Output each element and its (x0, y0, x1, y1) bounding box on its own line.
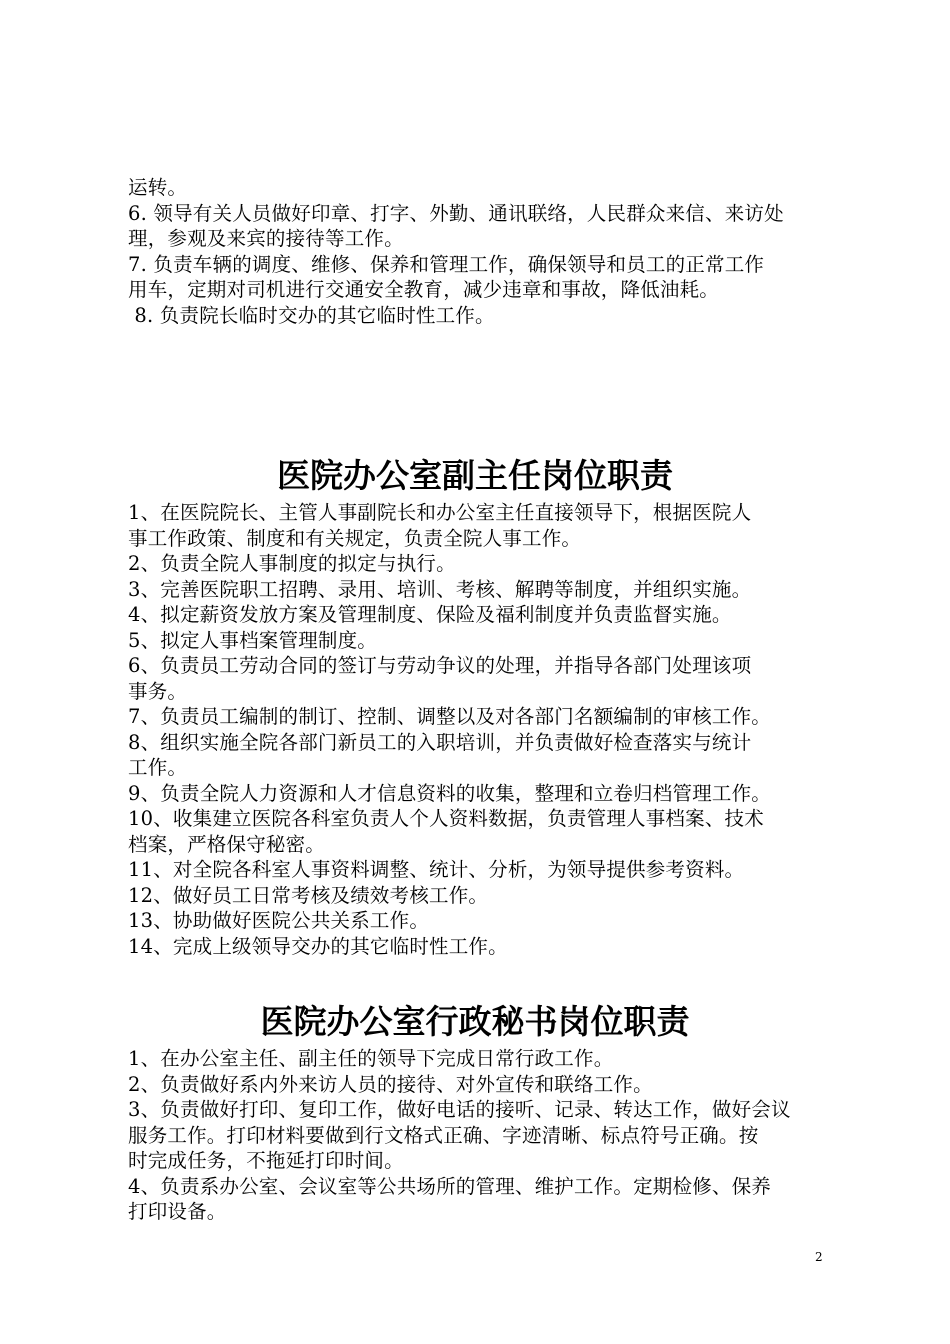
section-1-text (128, 175, 838, 328)
section-3-title: 医院办公室行政秘书岗位职责 (260, 1002, 690, 1041)
text-line: 打印设备。 (128, 1200, 227, 1223)
section-2-title: 医院办公室副主任岗位职责 (277, 456, 673, 495)
text-line: 3、负责做好打印、复印工作，做好电话的接听、记录、转达工作，做好会议 (128, 1098, 791, 1121)
text-line: 1、在医院院长、主管人事副院长和办公室主任直接领导下，根据医院人 (128, 501, 752, 524)
text-line: 事工作政策、制度和有关规定，负责全院人事工作。 (128, 526, 582, 550)
text-line: 事务。 (128, 679, 188, 703)
text-line: 9、负责全院人力资源和人才信息资料的收集，整理和立卷归档管理工作。 (128, 781, 772, 805)
text-line: 4、拟定薪资发放方案及管理制度、保险及福利制度并负责监督实施。 (128, 603, 732, 626)
text-line: 5、拟定人事档案管理制度。 (128, 628, 378, 652)
text-line: 8、组织实施全院各部门新员工的入职培训，并负责做好检查落实与统计 (128, 730, 752, 754)
text-line: 4、负责系办公室、会议室等公共场所的管理、维护工作。定期检修、保养 (128, 1174, 772, 1198)
text-line: 7、负责员工编制的制订、控制、调整以及对各部门名额编制的审核工作。 (128, 705, 772, 728)
text-line: 7. 负责车辆的调度、维修、保养和管理工作，确保领导和员工的正常工作 (128, 252, 765, 276)
text-line: 8. 负责院长临时交办的其它临时性工作。 (128, 303, 495, 327)
text-line: 2、负责全院人事制度的拟定与执行。 (128, 552, 456, 575)
text-line: 12、做好员工日常考核及绩效考核工作。 (128, 883, 489, 907)
text-line: 10、收集建立医院各科室负责人个人资料数据，负责管理人事档案、技术 (128, 807, 764, 830)
text-line: 档案，严格保守秘密。 (128, 832, 326, 856)
text-line: 2、负责做好系内外来访人员的接待、对外宣传和联络工作。 (128, 1072, 653, 1096)
text-line: 14、完成上级领导交办的其它临时性工作。 (128, 934, 508, 958)
text-line: 11、对全院各科室人事资料调整、统计、分析，为领导提供参考资料。 (128, 858, 745, 881)
text-line: 6、负责员工劳动合同的签订与劳动争议的处理，并指导各部门处理该项 (128, 654, 752, 677)
text-line: 用车，定期对司机进行交通安全教育，减少违章和事故，降低油耗。 (128, 278, 720, 301)
text-line: 运转。 (128, 176, 188, 199)
text-line: 13、协助做好医院公共关系工作。 (128, 909, 430, 932)
text-line: 工作。 (128, 756, 188, 779)
text-line: 理，参观及来宾的接待等工作。 (128, 227, 404, 250)
page-number: 2 (815, 1250, 823, 1264)
text-line: 服务工作。打印材料要做到行文格式正确、字迹清晰、标点符号正确。按 (128, 1123, 759, 1147)
text-line: 时完成任务，不拖延打印时间。 (128, 1149, 404, 1172)
text-line: 1、在办公室主任、副主任的领导下完成日常行政工作。 (128, 1047, 614, 1070)
section-2-text (128, 500, 838, 959)
text-line: 3、完善医院职工招聘、录用、培训、考核、解聘等制度，并组织实施。 (128, 577, 752, 601)
text-line: 6. 领导有关人员做好印章、打字、外勤、通讯联络，人民群众来信、来访处 (128, 201, 784, 225)
section-3-text (128, 1046, 838, 1225)
